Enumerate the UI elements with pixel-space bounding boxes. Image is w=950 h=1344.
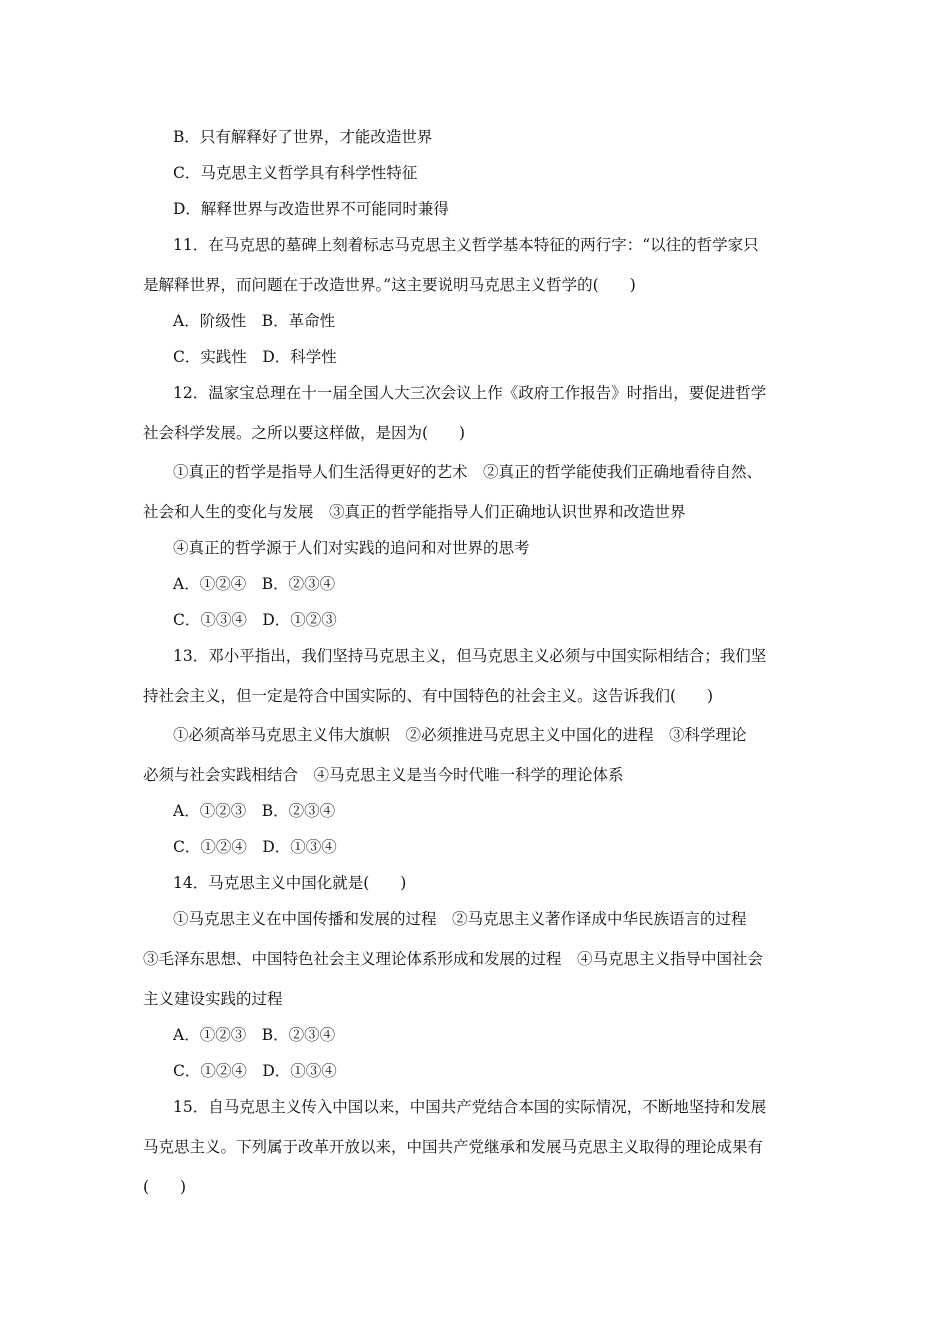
q14-statements-line-2: ③毛泽东思想、中国特色社会主义理论体系形成和发展的过程 ④马克思主义指导中国社会: [143, 950, 764, 968]
q13-statements-line-1: ①必须高举马克思主义伟大旗帜 ②必须推进马克思主义中国化的进程 ③科学理论: [173, 726, 747, 744]
q13-stem-line-2: 持社会主义，但一定是符合中国实际的、有中国特色的社会主义。这告诉我们( ): [143, 687, 714, 705]
q11-options-cd: C．实践性 D．科学性: [173, 348, 337, 366]
q15-stem-line-1: 15．自马克思主义传入中国以来，中国共产党结合本国的实际情况，不断地坚持和发展: [173, 1098, 767, 1116]
q11-stem-line-2: 是解释世界，而问题在于改造世界。”这主要说明马克思主义哲学的( ): [143, 276, 636, 294]
q15-stem-line-2: 马克思主义。下列属于改革开放以来，中国共产党继承和发展马克思主义取得的理论成果有: [143, 1138, 764, 1156]
q13-stem-line-1: 13．邓小平指出，我们坚持马克思主义，但马克思主义必须与中国实际相结合；我们坚: [173, 647, 767, 665]
q12-statements-line-2: 社会和人生的变化与发展 ③真正的哲学能指导人们正确地认识世界和改造世界: [143, 503, 686, 521]
q12-statements-line-3: ④真正的哲学源于人们对实践的追问和对世界的思考: [173, 539, 530, 557]
q14-statements-line-1: ①马克思主义在中国传播和发展的过程 ②马克思主义著作译成中华民族语言的过程: [173, 910, 747, 928]
q10-option-b: B．只有解释好了世界，才能改造世界: [173, 128, 433, 146]
q12-options-ab: A．①②④ B．②③④: [173, 575, 336, 593]
q10-option-d: D．解释世界与改造世界不可能同时兼得: [173, 200, 449, 218]
q13-options-ab: A．①②③ B．②③④: [173, 802, 336, 820]
q11-stem-line-1: 11．在马克思的墓碑上刻着标志马克思主义哲学基本特征的两行字：“以往的哲学家只: [173, 236, 759, 254]
q12-options-cd: C．①③④ D．①②③: [173, 611, 337, 629]
q14-options-cd: C．①②④ D．①③④: [173, 1062, 337, 1080]
q11-options-ab: A．阶级性 B．革命性: [173, 312, 336, 330]
q14-statements-line-3: 主义建设实践的过程: [143, 990, 283, 1008]
q12-stem-line-1: 12．温家宝总理在十一届全国人大三次会议上作《政府工作报告》时指出，要促进哲学: [173, 384, 767, 402]
q10-option-c: C．马克思主义哲学具有科学性特征: [173, 164, 418, 182]
q14-stem: 14．马克思主义中国化就是( ): [173, 874, 407, 892]
q13-options-cd: C．①②④ D．①③④: [173, 838, 337, 856]
q12-stem-line-2: 社会科学发展。之所以要这样做，是因为( ): [143, 424, 466, 442]
q12-statements-line-1: ①真正的哲学是指导人们生活得更好的艺术 ②真正的哲学能使我们正确地看待自然、: [173, 463, 763, 481]
q14-options-ab: A．①②③ B．②③④: [173, 1026, 336, 1044]
q15-answer-blank: ( ): [143, 1178, 187, 1196]
q13-statements-line-2: 必须与社会实践相结合 ④马克思主义是当今时代唯一科学的理论体系: [143, 766, 624, 784]
